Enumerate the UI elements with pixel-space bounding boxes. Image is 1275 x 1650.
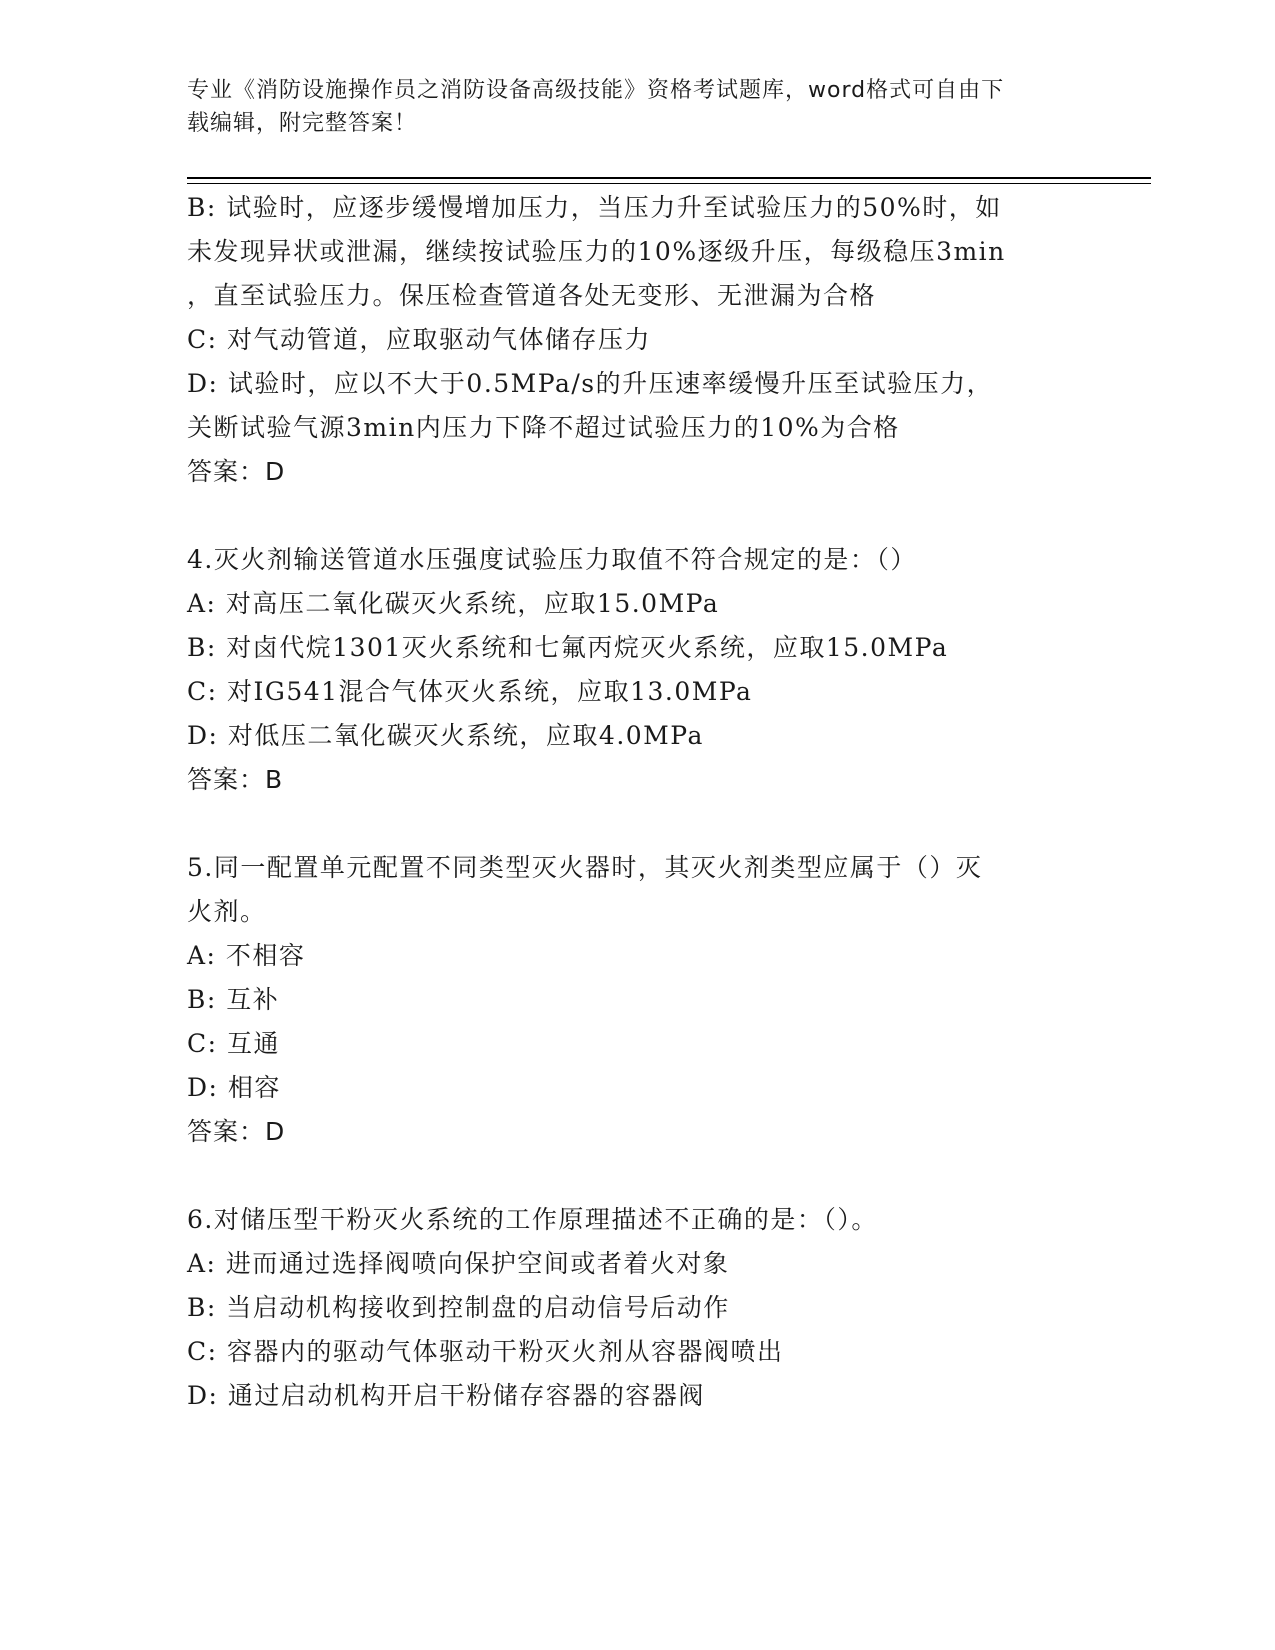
q3-option-d-line-1: D: 试验时，应以不大于0.5MPa/s的升压速率缓慢升压至试验压力， xyxy=(187,369,994,398)
q6-option-c: C: 容器内的驱动气体驱动干粉灭火剂从容器阀喷出 xyxy=(187,1337,784,1366)
q4-option-d: D: 对低压二氧化碳灭火系统，应取4.0MPa xyxy=(187,721,704,750)
q4-option-c: C: 对IG541混合气体灭火系统，应取13.0MPa xyxy=(187,677,753,706)
q5-question-line-1: 5.同一配置单元配置不同类型灭火器时，其灭火剂类型应属于（）灭 xyxy=(187,853,983,882)
q5-answer: 答案：D xyxy=(187,1117,286,1146)
q3-option-b-line-3: ，直至试验压力。保压检查管道各处无变形、无泄漏为合格 xyxy=(187,281,877,310)
document-header xyxy=(187,74,1067,140)
q4-option-a: A: 对高压二氧化碳灭火系统，应取15.0MPa xyxy=(187,589,720,618)
q4-option-b: B: 对卤代烷1301灭火系统和七氟丙烷灭火系统，应取15.0MPa xyxy=(187,633,949,662)
q6-option-d: D: 通过启动机构开启干粉储存容器的容器阀 xyxy=(187,1381,705,1410)
header-line-2: 载编辑，附完整答案！ xyxy=(187,111,418,136)
q3-option-b-line-2: 未发现异状或泄漏，继续按试验压力的10%逐级升压，每级稳压3min xyxy=(187,237,1006,266)
header-rule-thick xyxy=(187,177,1151,179)
header-line-1: 专业《消防设施操作员之消防设备高级技能》资格考试题库，word格式可自由下 xyxy=(187,78,1005,103)
q3-option-c: C: 对气动管道，应取驱动气体储存压力 xyxy=(187,325,651,354)
q3-answer: 答案：D xyxy=(187,457,286,486)
q3-option-d-line-2: 关断试验气源3min内压力下降不超过试验压力的10%为合格 xyxy=(187,413,900,442)
q5-option-d: D: 相容 xyxy=(187,1073,281,1102)
q6-option-a: A: 进而通过选择阀喷向保护空间或者着火对象 xyxy=(187,1249,730,1278)
q6-question: 6.对储压型干粉灭火系统的工作原理描述不正确的是：（）。 xyxy=(187,1205,878,1234)
q6-option-b: B: 当启动机构接收到控制盘的启动信号后动作 xyxy=(187,1293,730,1322)
q4-question: 4.灭火剂输送管道水压强度试验压力取值不符合规定的是：（） xyxy=(187,545,917,574)
q4-answer: 答案：B xyxy=(187,765,284,794)
q5-option-c: C: 互通 xyxy=(187,1029,280,1058)
q5-question-line-2: 火剂。 xyxy=(187,897,267,926)
q3-option-b-line-1: B: 试验时，应逐步缓慢增加压力，当压力升至试验压力的50%时，如 xyxy=(187,193,1002,222)
q5-option-a: A: 不相容 xyxy=(187,941,306,970)
q5-option-b: B: 互补 xyxy=(187,985,280,1014)
header-rule-thin xyxy=(187,183,1151,184)
